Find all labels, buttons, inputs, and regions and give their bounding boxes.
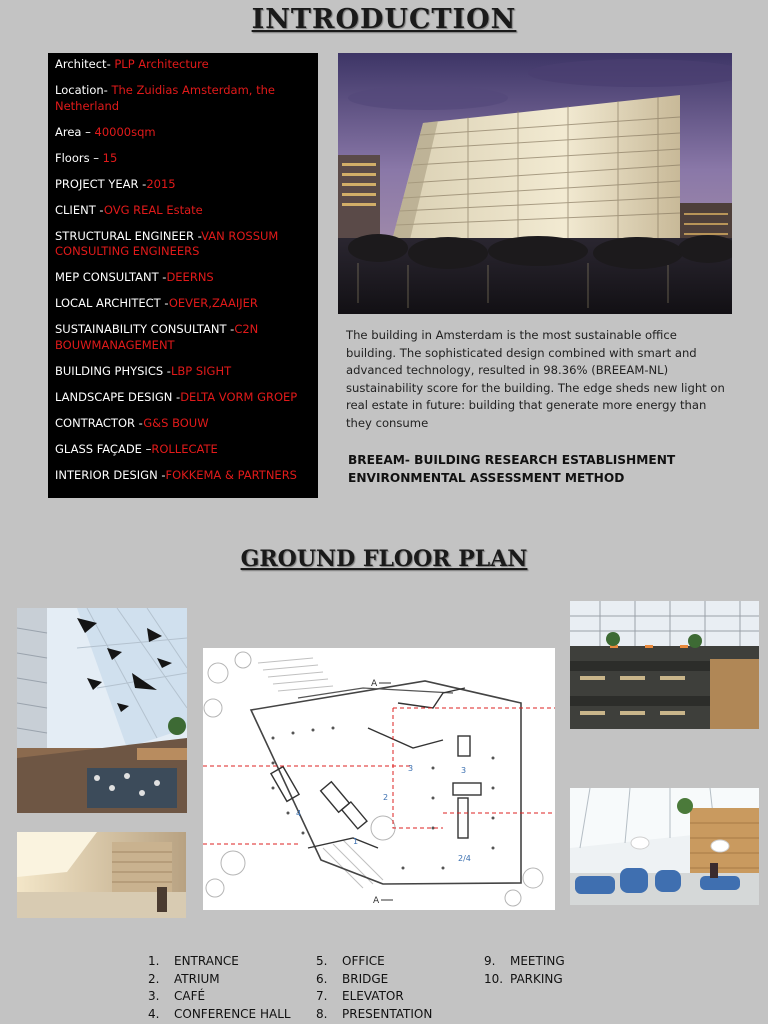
info-label: BUILDING PHYSICS - xyxy=(55,363,171,378)
info-label: INTERIOR DESIGN - xyxy=(55,467,166,482)
info-sustainability-consultant xyxy=(55,322,312,353)
info-label: CONTRACTOR - xyxy=(55,415,144,430)
legend-item xyxy=(484,971,565,989)
info-value: OEVER,ZAAIJER xyxy=(168,296,258,310)
info-building-physics xyxy=(55,364,312,380)
ground-floor-plan-heading: GROUND FLOOR PLAN xyxy=(240,546,528,572)
info-label: Architect- xyxy=(55,57,115,71)
info-area xyxy=(55,125,312,141)
plan-label-2-4: 2/4 xyxy=(458,854,471,863)
legend-number: 1. xyxy=(148,954,160,968)
ground-floor-plan-drawing xyxy=(203,648,555,910)
info-value: 15 xyxy=(102,150,118,165)
legend-column-3 xyxy=(484,953,565,988)
info-label: Area – xyxy=(55,124,95,139)
introduction-heading: INTRODUCTION xyxy=(251,4,517,35)
info-value: LBP SIGHT xyxy=(170,363,232,378)
plan-label-section-a-bottom: A xyxy=(373,896,380,906)
legend-label: ENTRANCE xyxy=(174,954,239,968)
legend-label: CONFERENCE HALL xyxy=(174,1006,291,1021)
info-label: CLIENT - xyxy=(55,202,104,217)
legend-item xyxy=(316,988,432,1006)
legend-label: PARKING xyxy=(510,971,563,986)
info-label: LOCAL ARCHITECT - xyxy=(55,296,169,310)
info-label: PROJECT YEAR - xyxy=(55,176,147,191)
legend-number: 3. xyxy=(148,989,160,1004)
building-exterior-photo xyxy=(338,53,732,314)
info-local-architect xyxy=(55,296,312,312)
lounge-photo xyxy=(570,788,759,905)
legend-label: BRIDGE xyxy=(342,971,389,986)
info-interior-design xyxy=(55,468,312,484)
project-info-panel xyxy=(48,53,318,498)
info-label: Floors – xyxy=(55,150,103,165)
info-label: Location- xyxy=(55,83,112,97)
info-value: PLP Architecture xyxy=(114,57,209,71)
plan-label-1: 1 xyxy=(353,837,359,846)
legend-number: 10. xyxy=(484,971,504,986)
legend-item xyxy=(316,971,432,989)
legend-item xyxy=(148,953,291,971)
info-value: ROLLECATE xyxy=(151,441,218,456)
legend-label: ATRIUM xyxy=(174,971,220,986)
plan-label-3: 3 xyxy=(408,764,414,773)
atrium-interior-photo xyxy=(17,608,187,813)
info-value: DELTA VORM GROEP xyxy=(180,389,298,404)
info-glass-facade xyxy=(55,442,312,458)
info-architect xyxy=(55,57,312,73)
building-description: The building in Amsterdam is the most sustainable office building. The sophisticated design combined with smart and advanced technology, resulted in 98.36% (BREEAM-NL) sustainability score for the building. The edge sheds new light on real estate in future: building that generate more energy than they consume xyxy=(346,328,725,430)
plan-label-4: 4 xyxy=(296,809,302,818)
legend-number: 5. xyxy=(316,954,328,968)
legend-item xyxy=(316,953,432,971)
info-project-year xyxy=(55,177,312,193)
info-structural-engineer xyxy=(55,229,312,260)
info-value: 40000sqm xyxy=(94,124,156,139)
legend-number: 6. xyxy=(316,971,328,986)
info-value: FOKKEMA & PARTNERS xyxy=(165,467,297,482)
legend-label: MEETING xyxy=(510,954,565,968)
office-floor-photo xyxy=(570,601,759,729)
info-floors xyxy=(55,151,312,167)
info-value: 2015 xyxy=(146,176,176,191)
info-value: The Zuidias Amsterdam, the Netherland xyxy=(55,83,275,113)
info-label: MEP CONSULTANT - xyxy=(55,270,167,284)
info-value: C2N BOUWMANAGEMENT xyxy=(55,322,259,352)
legend-label: PRESENTATION xyxy=(342,1006,433,1021)
info-label: SUSTAINABILITY CONSULTANT - xyxy=(55,322,235,336)
plan-label-2: 2 xyxy=(383,793,389,802)
legend-item xyxy=(148,988,291,1006)
legend-number: 7. xyxy=(316,989,328,1004)
info-label: LANDSCAPE DESIGN - xyxy=(55,389,181,404)
legend-column-1 xyxy=(148,953,291,1023)
info-value: OVG REAL Estate xyxy=(103,202,203,217)
info-label: STRUCTURAL ENGINEER - xyxy=(55,228,202,243)
legend-number: 9. xyxy=(484,954,496,968)
info-mep-consultant xyxy=(55,270,312,286)
lobby-interior-photo xyxy=(17,832,186,918)
legend-number: 2. xyxy=(148,971,160,986)
info-value: G&S BOUW xyxy=(143,415,209,430)
legend-number: 8. xyxy=(316,1006,328,1021)
info-location xyxy=(55,83,312,114)
info-value: DEERNS xyxy=(166,270,214,284)
legend-item xyxy=(484,953,565,971)
breeam-definition: BREEAM- BUILDING RESEARCH ESTABLISHMENT ENVIRONMENTAL ASSESSMENT METHOD xyxy=(348,453,676,485)
plan-label-section-a-top: A xyxy=(371,679,378,689)
info-contractor xyxy=(55,416,312,432)
info-value: VAN ROSSUM CONSULTING ENGINEERS xyxy=(55,228,279,258)
legend-label: ELEVATOR xyxy=(342,989,404,1004)
legend-label: OFFICE xyxy=(342,954,385,968)
legend-label: CAFÉ xyxy=(174,989,206,1004)
info-landscape-design xyxy=(55,390,312,406)
info-label: GLASS FAÇADE – xyxy=(55,441,152,456)
plan-label-3b: 3 xyxy=(461,766,467,775)
legend-number: 4. xyxy=(148,1006,160,1021)
legend-column-2 xyxy=(316,953,432,1023)
legend-item xyxy=(316,1006,432,1024)
legend-item xyxy=(148,971,291,989)
info-client xyxy=(55,203,312,219)
legend-item xyxy=(148,1006,291,1024)
